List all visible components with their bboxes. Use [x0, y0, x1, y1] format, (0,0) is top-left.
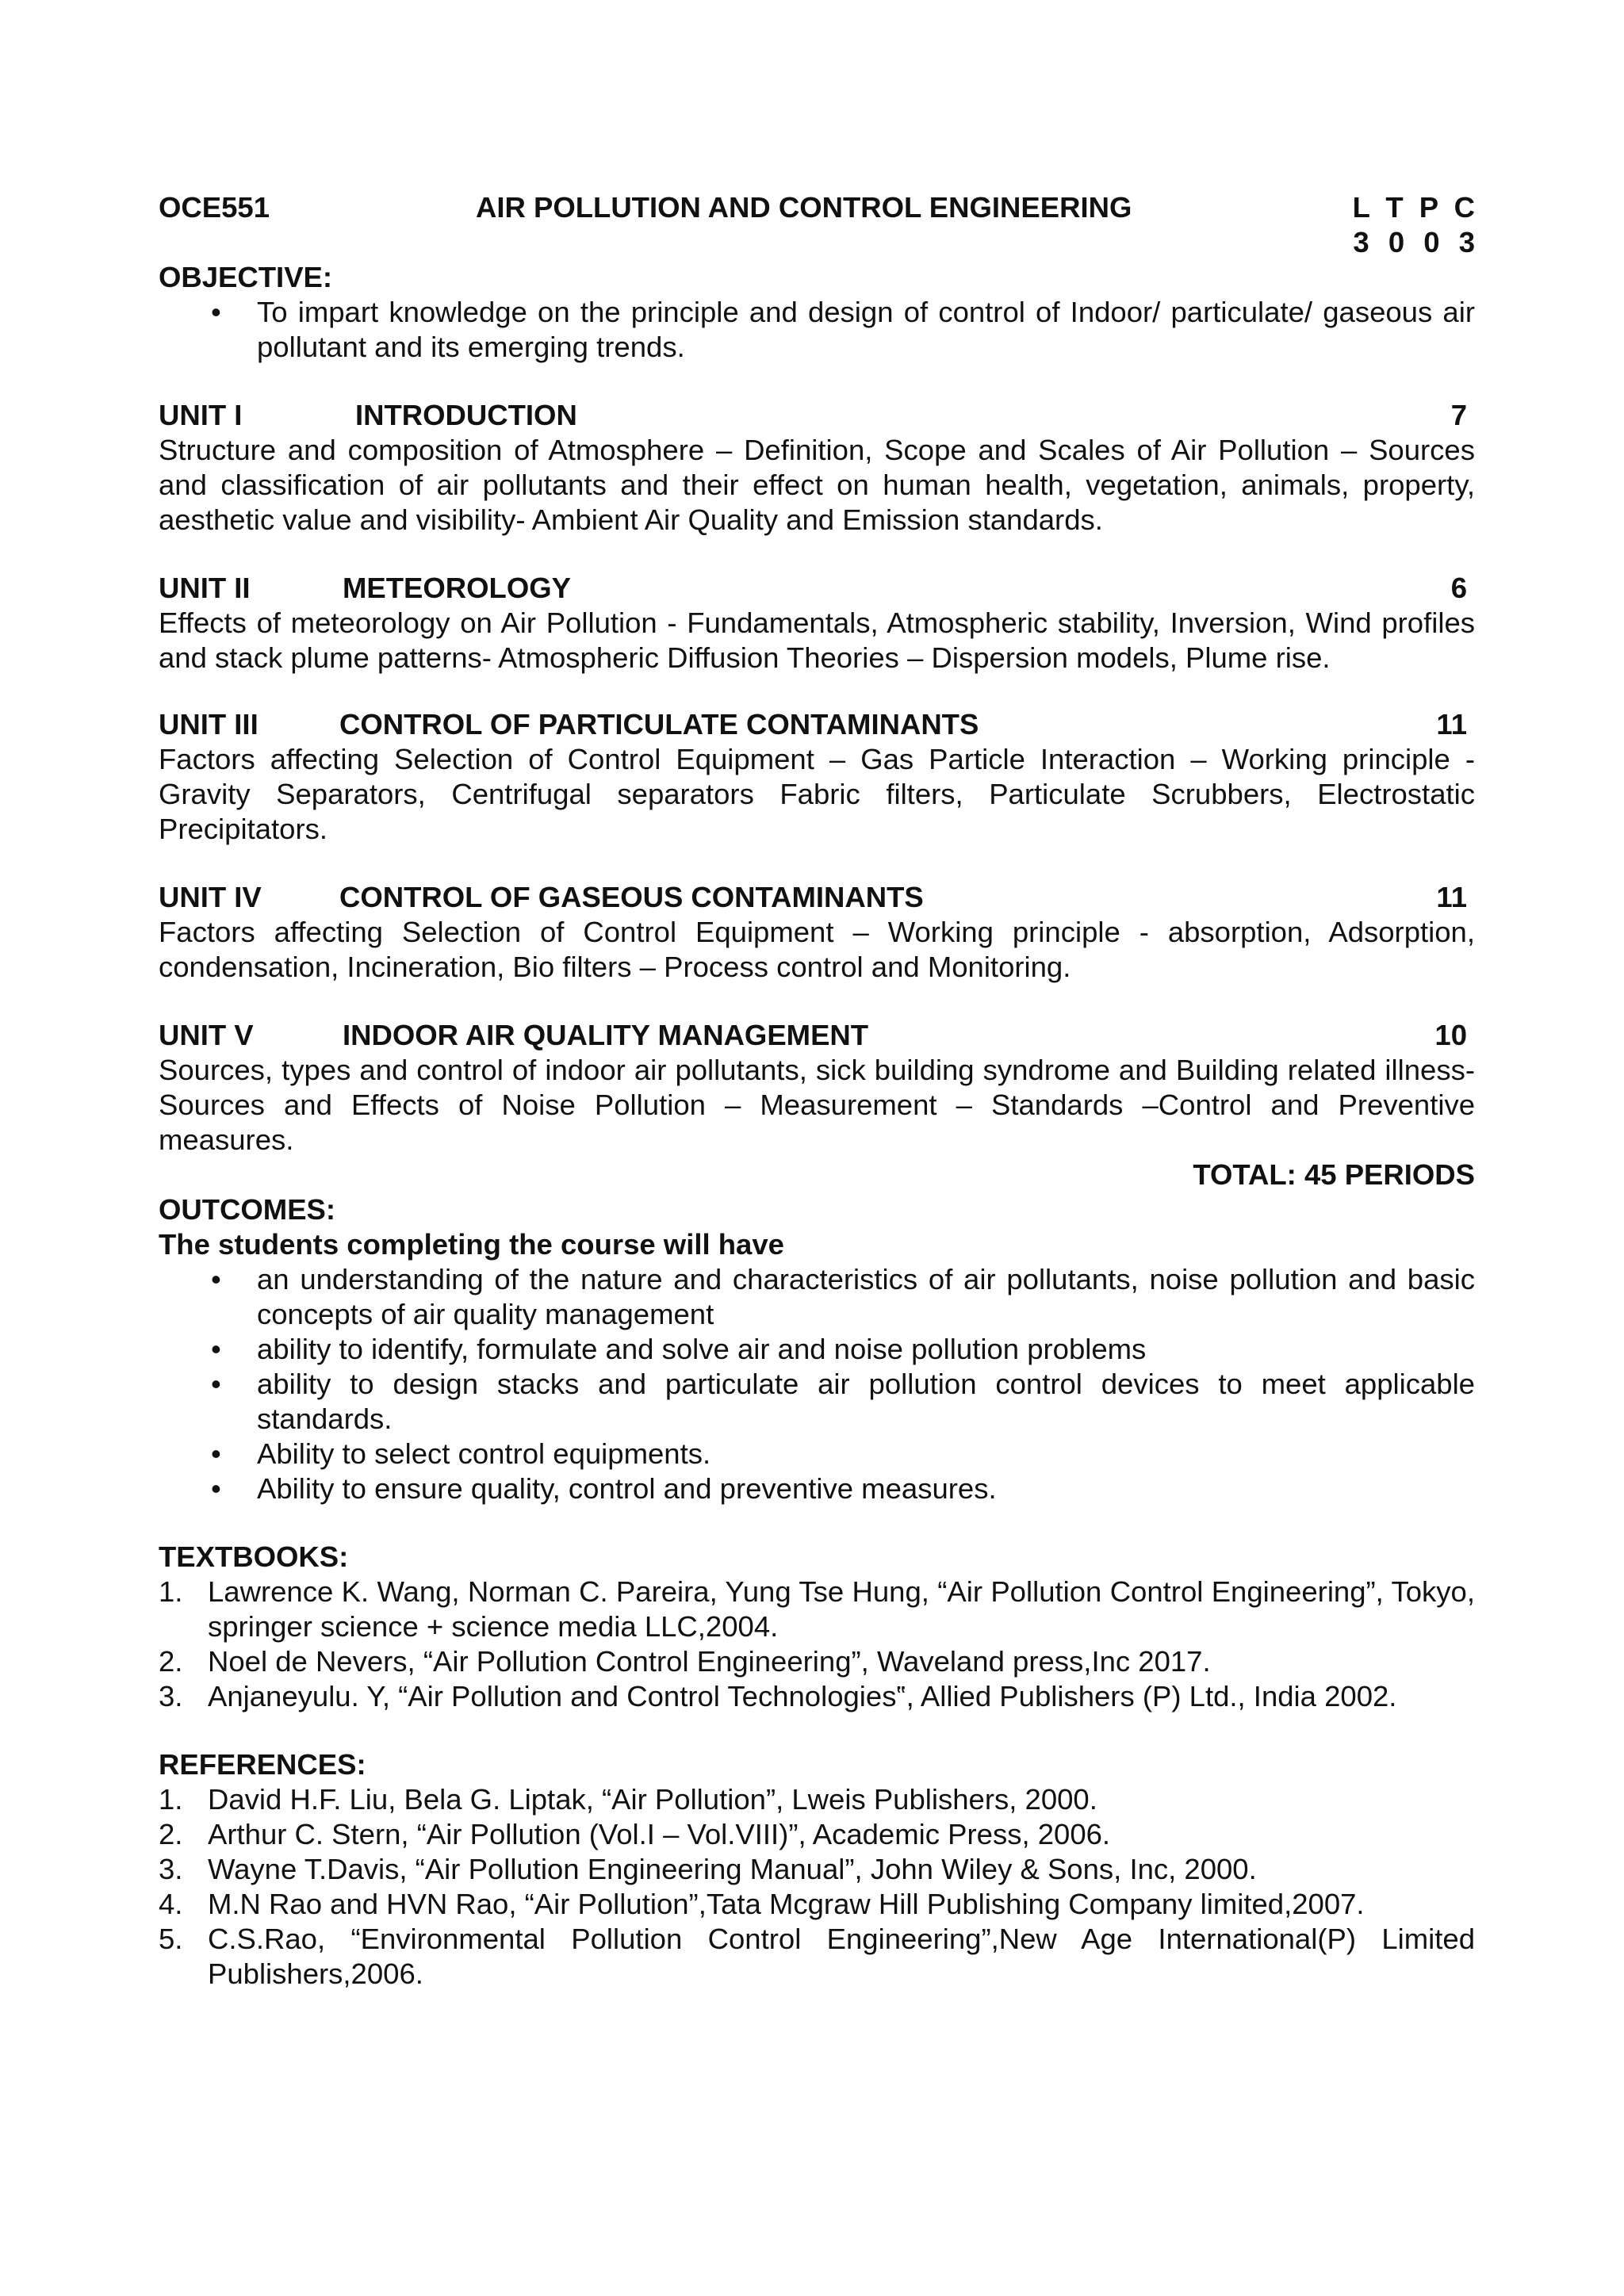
bullet-icon: •	[211, 296, 221, 328]
list-item: 5. C.S.Rao, “Environmental Pollution Control Engineering”,New Age International(P) Limited Publishers,2006.	[159, 1923, 1475, 1990]
list-item	[159, 295, 1475, 365]
bullet-icon: •	[211, 1437, 221, 1470]
unit-1-header	[159, 398, 1475, 433]
list-item: 2. Arthur C. Stern, “Air Pollution (Vol.I – Vol.VIII)”, Academic Press, 2006.	[159, 1818, 1111, 1850]
outcomes-list	[159, 1262, 1475, 1506]
references-list	[159, 1782, 1475, 1992]
objective-list	[159, 295, 1475, 365]
unit-title: INTRODUCTION	[355, 399, 577, 431]
list-item: • ability to identify, formulate and solve air and noise pollution problems	[211, 1333, 1147, 1365]
outcomes-heading: OUTCOMES:	[159, 1193, 336, 1226]
unit-number: UNIT V	[159, 1019, 254, 1051]
unit-title: CONTROL OF PARTICULATE CONTAMINANTS	[339, 708, 979, 740]
unit-3-content: Factors affecting Selection of Control Equipment – Gas Particle Interaction – Working principle - Gravity Separators, Centrifugal separators Fabric filters, Particulate Scrubbers, Electrostatic Precipitators.	[159, 743, 1475, 845]
unit-number: UNIT III	[159, 708, 259, 740]
bullet-icon: •	[211, 1333, 221, 1365]
unit-4-content: Factors affecting Selection of Control Equipment – Working principle - absorption, Adsorption, condensation, Incineration, Bio filters – Process control and Monitoring.	[159, 916, 1475, 983]
bullet-icon: •	[211, 1368, 221, 1400]
unit-hours: 11	[1436, 881, 1467, 913]
bullet-icon: •	[211, 1263, 221, 1295]
unit-number: UNIT IV	[159, 881, 262, 913]
unit-title: INDOOR AIR QUALITY MANAGEMENT	[343, 1019, 869, 1051]
course-title: AIR POLLUTION AND CONTROL ENGINEERING	[476, 191, 1132, 224]
unit-5-header	[159, 1018, 1475, 1053]
total-periods: TOTAL: 45 PERIODS	[1193, 1158, 1475, 1191]
unit-4-header	[159, 880, 1475, 915]
syllabus-content	[159, 190, 1475, 1992]
list-item: 2. Noel de Nevers, “Air Pollution Control Engineering”, Waveland press,Inc 2017.	[159, 1645, 1211, 1678]
unit-number: UNIT II	[159, 572, 251, 604]
unit-number: UNIT I	[159, 399, 243, 431]
unit-hours: 11	[1436, 708, 1467, 740]
references-heading: REFERENCES:	[159, 1748, 366, 1781]
unit-title: CONTROL OF GASEOUS CONTAMINANTS	[339, 881, 924, 913]
unit-hours: 7	[1450, 399, 1467, 431]
ltpc-labels: L T P C	[1352, 191, 1475, 224]
course-header	[159, 190, 1475, 225]
unit-3-header	[159, 707, 1475, 742]
unit-hours: 10	[1434, 1019, 1467, 1051]
list-item: 3. Anjaneyulu. Y, “Air Pollution and Control Technologies‟, Allied Publishers (P) Ltd., India 2002.	[159, 1680, 1397, 1712]
list-item: • Ability to select control equipments.	[211, 1437, 711, 1470]
list-item: 4. M.N Rao and HVN Rao, “Air Pollution”,Tata Mcgraw Hill Publishing Company limited,2007.	[159, 1888, 1365, 1920]
unit-title: METEOROLOGY	[343, 572, 571, 604]
ltpc-values: 3 0 0 3	[1353, 226, 1475, 258]
list-item: 3. Wayne T.Davis, “Air Pollution Engineering Manual”, John Wiley & Sons, Inc, 2000.	[159, 1853, 1257, 1885]
objective-text: To impart knowledge on the principle and design of control of Indoor/ particulate/ gaseous air pollutant and its emerging trends.	[257, 296, 1475, 363]
textbooks-list	[159, 1575, 1475, 1714]
textbooks-heading: TEXTBOOKS:	[159, 1540, 349, 1573]
objective-heading: OBJECTIVE:	[159, 261, 333, 293]
bullet-icon: •	[211, 1472, 221, 1505]
course-code: OCE551	[159, 191, 270, 224]
unit-2-header	[159, 571, 1475, 606]
list-item: • an understanding of the nature and characteristics of air pollutants, noise pollution and basic concepts of air quality management	[211, 1263, 1475, 1330]
list-item: • Ability to ensure quality, control and preventive measures.	[211, 1472, 997, 1505]
list-item: 1. David H.F. Liu, Bela G. Liptak, “Air Pollution”, Lweis Publishers, 2000.	[159, 1783, 1097, 1816]
unit-2-content: Effects of meteorology on Air Pollution - Fundamentals, Atmospheric stability, Inversion, Wind profiles and stack plume patterns- Atmospheric Diffusion Theories – Dispersion models, Plume rise.	[159, 607, 1475, 674]
list-item: 1. Lawrence K. Wang, Norman C. Pareira, Yung Tse Hung, “Air Pollution Control Engineering”, Tokyo, springer science + science media LLC,2004.	[159, 1575, 1475, 1643]
outcomes-intro: The students completing the course will have	[159, 1228, 784, 1261]
unit-1-content: Structure and composition of Atmosphere – Definition, Scope and Scales of Air Pollution – Sources and classification of air pollutants and their effect on human health, vegetation, animals, property, aesthetic value and visibility- Ambient Air Quality and Emission standards.	[159, 434, 1475, 536]
unit-5-content: Sources, types and control of indoor air pollutants, sick building syndrome and Building related illness- Sources and Effects of Noise Pollution – Measurement – Standards –Control and Preventive measures.	[159, 1054, 1475, 1156]
unit-hours: 6	[1450, 572, 1467, 604]
list-item: • ability to design stacks and particulate air pollution control devices to meet applicable standards.	[211, 1368, 1475, 1435]
